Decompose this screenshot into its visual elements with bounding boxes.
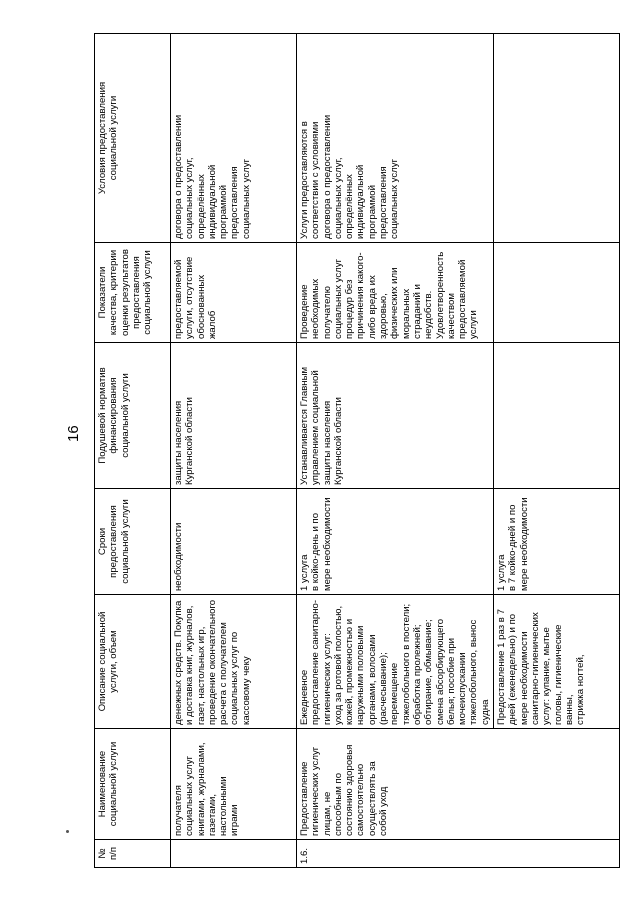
cell-terms: 1 услуга в койко-день и по мере необходимости (297, 489, 494, 595)
cell-conditions-empty (494, 34, 620, 243)
header-norm: Подушевой норматив финансирования социальной услуги (95, 343, 171, 489)
cell-name: Предоставление гигиенических услуг лицам, не способным по состоянию здоровья самостоятельно осуществлять за собой уход (297, 729, 620, 840)
table-row (171, 34, 297, 868)
cell-norm: Устанавливается Главным управлением социальной защиты населения Курганской области (297, 343, 494, 489)
cell-terms: 1 услуга в 7 койко-дней и по мере необходимости (494, 489, 620, 595)
header-conditions: Условия предоставления социальной услуги (95, 34, 171, 243)
rotated-table-wrapper (94, 34, 602, 868)
header-num: № п/п (95, 840, 171, 868)
cell-description: Ежедневное предоставление санитарно- гигиенических услуг: уход за ротовой полостью, кожей, промежностью и наружными половыми органами, волосами (расчесывание); перемещение тяжелобольного в постели; обработка пролежней; обтирание, обмывание; смена абсорбирующего белья; пособие при мочеиспускании тяжелобольного, вынос судна (297, 595, 494, 729)
services-table (94, 33, 620, 868)
cell-description: Предоставление 1 раз в 7 дней (еженедельно) и по мере необходимости санитарно-гигиенических услуг: купание, мытье головы, гигиенические ванны, стрижка ногтей, (494, 595, 620, 729)
header-terms: Сроки предоставления социальной услуги (95, 489, 171, 595)
cell-num (171, 840, 297, 868)
cell-terms: необходимости (171, 489, 297, 595)
scan-speck (66, 830, 69, 833)
cell-quality: предоставляемой услуги, отсутствие обоснованных жалоб (171, 243, 297, 343)
cell-norm: защиты населения Курганской области (171, 343, 297, 489)
cell-quality: Проведение необходимых получателю социальных услуг процедур без причинения какого- либо вреда их здоровью, физических или моральных страданий и неудобств. Удовлетворенность качеством предоставляемой услуги (297, 243, 494, 343)
cell-description: денежных средств. Покупка и доставка книг, журналов, газет, настольных игр, проведение окончательного расчета с получателем социальных услуг по кассовому чеку (171, 595, 297, 729)
header-quality: Показатели качества, критерии оценки результатов предоставления социальной услуги (95, 243, 171, 343)
cell-num: 1.6. (297, 840, 620, 868)
table-header-row (95, 34, 171, 868)
header-name: Наименование социальной услуги (95, 729, 171, 840)
header-description: Описание социальной услуги, объем (95, 595, 171, 729)
table-row (297, 34, 494, 868)
cell-quality-empty (494, 243, 620, 343)
page-number: 16 (65, 425, 82, 442)
cell-name: получателя социальных услуг книгами, журналами, газетами, настольными играми (171, 729, 297, 840)
cell-conditions: Услуги предоставляются в соответствии с условиями договора о предоставлении социальных услуг, определённых индивидуальной программой предоставления социальных услуг (297, 34, 494, 243)
cell-norm-empty (494, 343, 620, 489)
cell-conditions: договора о предоставлении социальных услуг, определённых индивидуальной программой предоставления социальных услуг (171, 34, 297, 243)
